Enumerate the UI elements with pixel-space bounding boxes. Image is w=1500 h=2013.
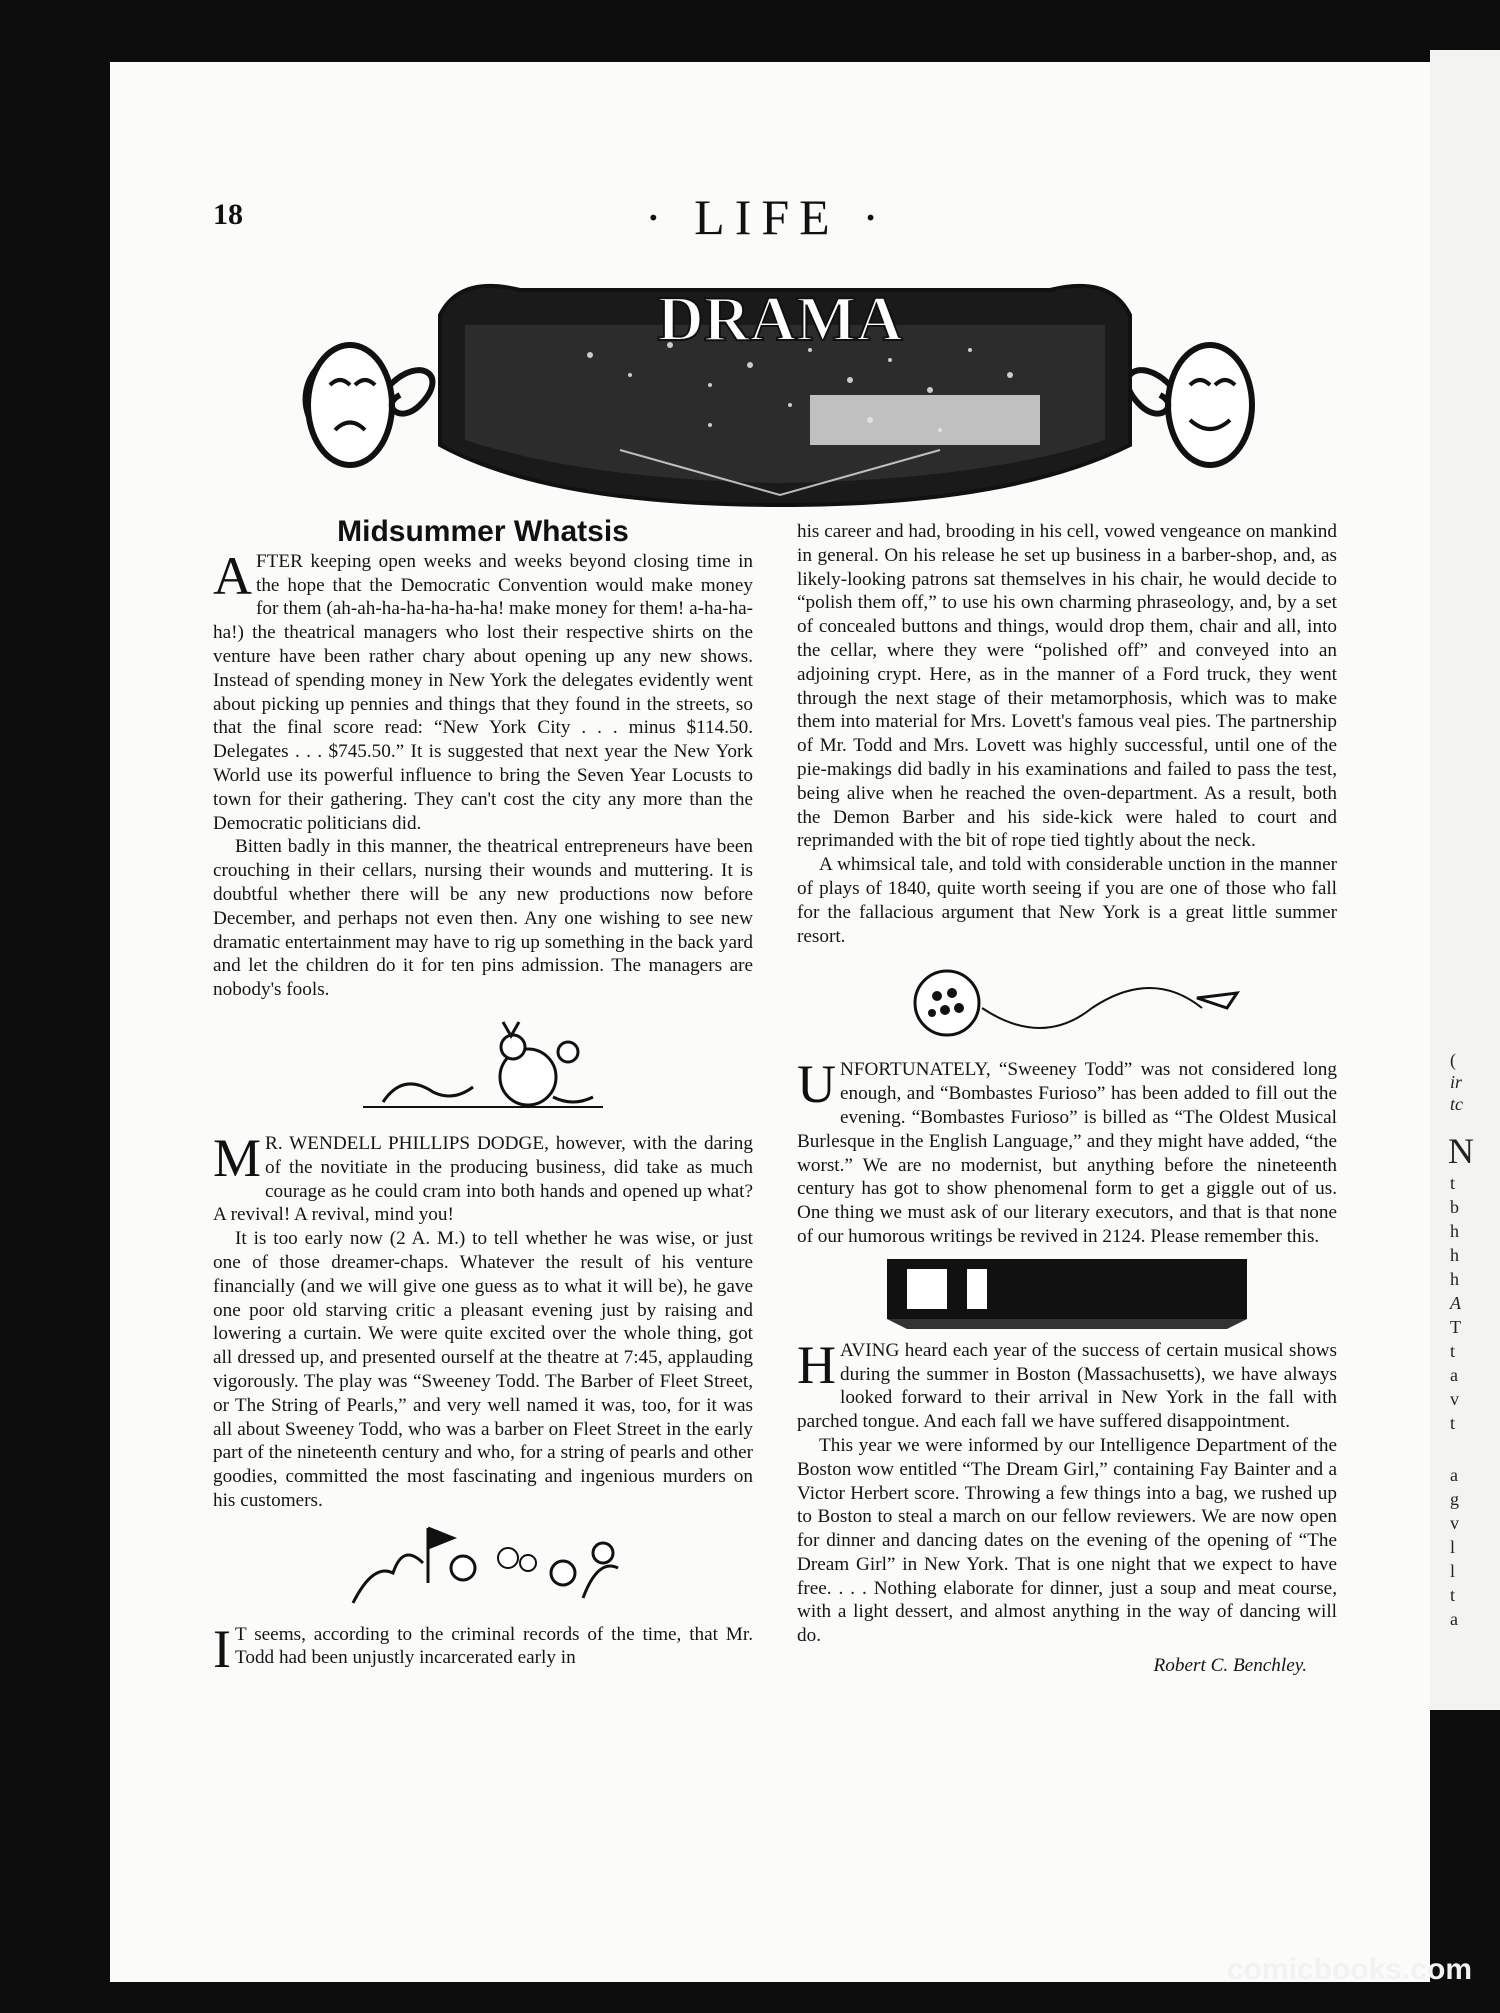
edge-fragment: a [1450, 1465, 1458, 1485]
edge-fragment: ( [1450, 1050, 1456, 1070]
edge-fragment: T [1450, 1317, 1461, 1337]
edge-fragment: t [1450, 1585, 1456, 1605]
paragraph: A whimsical tale, and told with considerable unction in the manner of plays of 1840, quite worth seeing if you are one of those who fall for the fallacious argument that New York is a great little summer resort. [797, 854, 1337, 947]
paragraph: This year we were informed by our Intelligence Department of the Boston wow entitled “The Dream Girl,” containing Fay Bainter and a Victor Herbert score. Throwing a few things into a bag, we rushed up to Boston to steal a march on our fellow reviewers. We are now open for dinner and dancing dates on the evening of the opening of “The Dream Girl” in New York. That is one night that we expect to have free. . . . Nothing elaborate for dinner, just a soup and meat course, with a light dessert, and almost anything in the way of dancing will do. [797, 1434, 1337, 1647]
comedy-mask-icon [1168, 345, 1252, 465]
paragraph: his career and had, brooding in his cell, vowed vengeance on mankind in general. On his release he set up business in a barber-shop, and, as likely-looking patrons sat themselves in his chair, he would decide to “polish them off,” to use his own charming phraseology, and, by a set of concealed buttons and things, would drop them, chair and all, into the cellar, where they were “polished off” and conveyed into an adjoining crypt. Here, as in the manner of a Ford truck, they went through the next stage of their metamorphosis, which was to make them into material for Mrs. Lovett's famous veal pies. The partnership of Mr. Todd and Mrs. Lovett was highly successful, until one of the pie-makings did badly in his examinations and failed to pass the test, being alive when he reached the oven-department. As a result, both the Demon Barber and his side-kick were haled to court and reprimanded with the bit of rope tied tightly about the neck. [797, 521, 1337, 852]
drop-cap: H [797, 1334, 836, 1395]
drop-cap: U [797, 1054, 836, 1115]
watermark: comicbooks.com [1226, 1953, 1472, 1986]
paragraph-text: NFORTUNATELY, “Sweeney Todd” was not considered long enough, and “Bombastes Furioso” has been added to fill out the evening. “Bombastes Furioso” is billed as “The Oldest Musical Burlesque in the English Language,” and they might have added, “the worst.” We are no modernist, but anything before the nineteenth century has got to show phenomenal form to get a giggle out of us. One thing we must ask of our literary executors, and that is that none of our humorous writings be revived in 2124. Please remember this. [797, 1059, 1337, 1247]
edge-fragment: t [1450, 1413, 1456, 1433]
fallen-actors-illustration [353, 1012, 613, 1122]
paragraph [213, 1127, 753, 1227]
paragraph-text: T seems, according to the criminal records of the time, that Mr. Todd had been unjustly incarcerated early in [234, 1623, 753, 1669]
left-column [213, 515, 754, 1679]
drop-cap: I [213, 1618, 231, 1679]
paragraph-text: R. WENDELL PHILLIPS DODGE, however, with the daring of the novitiate in the producing business, did take as much courage as he could cram into both hands and opened up what? A revival! A revival, mind you! [213, 1132, 753, 1226]
stage-scene-illustration [887, 1259, 1247, 1329]
edge-fragment: h [1450, 1221, 1459, 1241]
edge-fragment: h [1450, 1269, 1459, 1289]
drama-banner-title: DRAMA [657, 283, 903, 354]
edge-fragment: a [1450, 1365, 1458, 1385]
drop-cap: A [213, 545, 252, 606]
edge-fragment: g [1450, 1489, 1459, 1509]
edge-fragment: N [1448, 1131, 1474, 1171]
paragraph-text: AVING heard each year of the success of certain musical shows during the summer in Boston (Massachusetts), we have always looked forward to their arrival in New York in the fall with parched tongue. And each fall we have suffered disappointment. [797, 1339, 1337, 1433]
edge-fragment: A [1450, 1293, 1461, 1313]
edge-fragment: t [1450, 1173, 1456, 1193]
edge-fragment: ir [1450, 1072, 1463, 1092]
paragraph [797, 1334, 1337, 1434]
edge-fragment: v [1450, 1389, 1459, 1409]
author-signature: Robert C. Benchley. [1153, 1655, 1307, 1677]
edge-fragment: a [1450, 1609, 1458, 1629]
magazine-title: · LIFE · [645, 189, 889, 245]
edge-fragment: v [1450, 1513, 1459, 1533]
edge-fragment: h [1450, 1245, 1459, 1265]
paragraph [213, 545, 754, 836]
right-column [797, 520, 1337, 1678]
paragraph: Bitten badly in this manner, the theatrical entrepreneurs have been crouching in their cellars, nursing their wounds and muttering. It is doubtful whether there will be any new productions now before December, and perhaps not even then. Any one wishing to see new dramatic entertainment may have to rig up something in the back yard and let the children do it for ten pins admission. The managers are nobody's fools. [213, 836, 753, 1001]
page-number: 18 [213, 198, 243, 231]
edge-fragment: t [1450, 1341, 1456, 1361]
article-title: Midsummer Whatsis [337, 515, 629, 548]
paragraph [213, 1618, 753, 1679]
drop-cap: M [213, 1127, 262, 1188]
chase-figures-illustration [333, 1523, 633, 1613]
paragraph: It is too early now (2 A. M.) to tell whether he was wise, or just one of those dreamer-chaps. Whatever the result of his venture financially (and we will give one guess as to what it will be), he gave one poor old starving critic a pleasant evening just by raising and lowering a curtain. We were quite excited over the whole thing, got all dressed up, and presented ourself at the theatre at 7:45, applauding vigorously. The play was “Sweeney Todd. The Barber of Fleet Street, or The String of Pearls,” and very well named it was, too, for it was all about Sweeney Todd, who was a barber on Fleet Street in the early part of the nineteenth century and who, for a string of pearls and other goodies, committed the most fascinating and ingenious murders on his customers. [213, 1228, 753, 1511]
edge-fragment: b [1450, 1197, 1459, 1217]
bouquet-and-hand-illustration [887, 958, 1247, 1048]
adjacent-page-edge [1430, 50, 1500, 1710]
edge-fragment: tc [1450, 1094, 1463, 1114]
tragedy-mask-icon [308, 345, 392, 465]
edge-fragment: l [1450, 1537, 1456, 1557]
paragraph-text: FTER keeping open weeks and weeks beyond closing time in the hope that the Democratic Convention would make money for them (ah-ah-ha-ha-ha-ha-ha! make money for them! a-ha-ha-ha!) the theatrical managers who lost their respective shirts on the venture have been rather chary about opening up any new shows. Instead of spending money in New York the delegates evidently went about picking up pennies and things that they found in the streets, so that the final score read: “New York City . . . minus $114.50. Delegates . . . $745.50.” It is suggested that next year the New York World use its powerful influence to bring the Seven Year Locusts to town for their gathering. They can't cost the city any more than the Democratic politicians did. [213, 550, 754, 834]
drama-banner-illustration [290, 255, 1270, 510]
paragraph [797, 1054, 1337, 1248]
edge-fragment: l [1450, 1561, 1456, 1581]
